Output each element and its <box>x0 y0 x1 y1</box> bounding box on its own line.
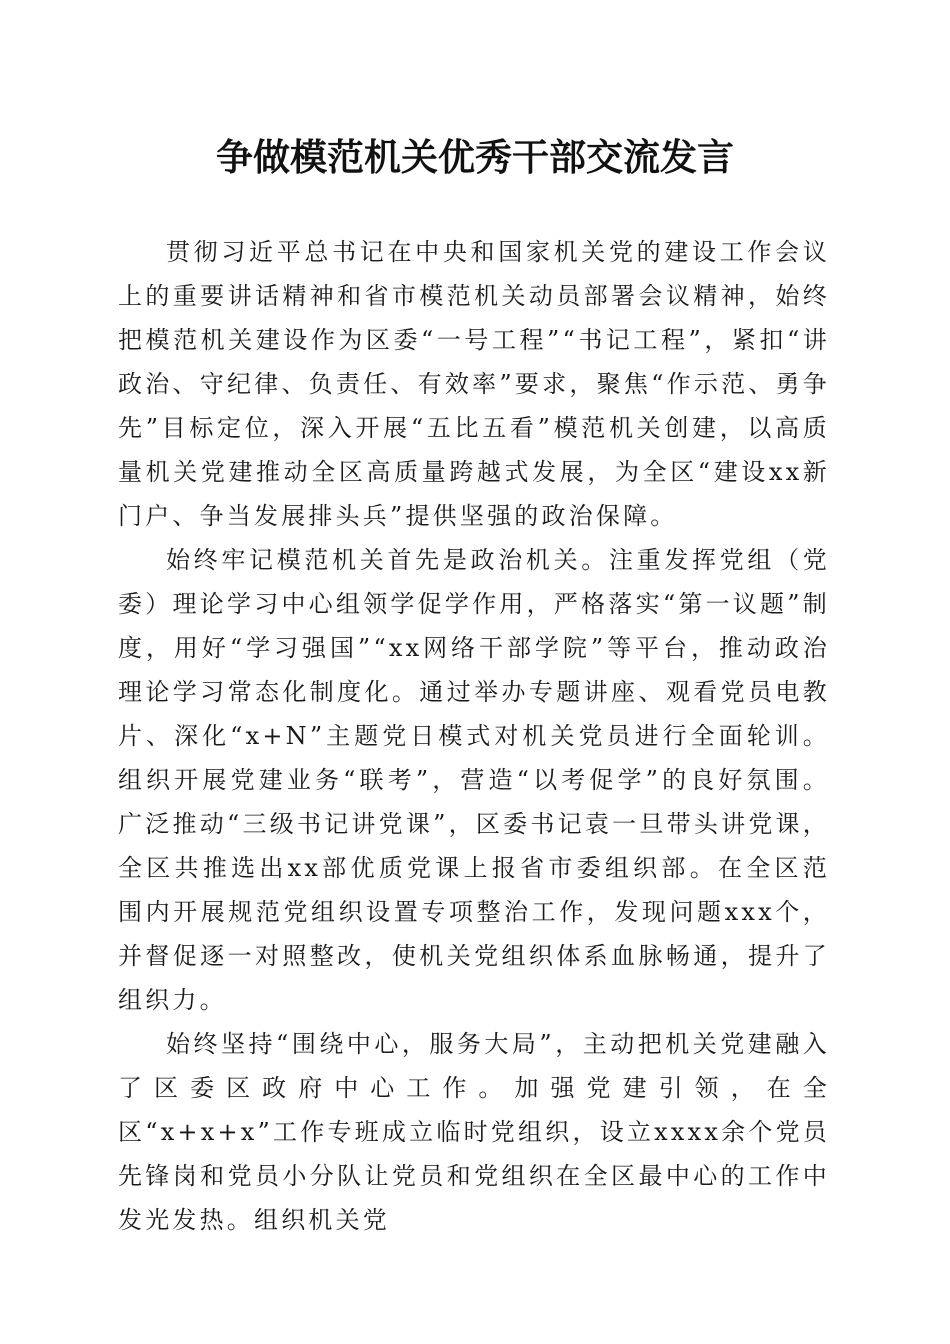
paragraph-3: 始终坚持“围绕中心，服务大局”，主动把机关党建融入了区委区政府中心工作。加强党建引领，在全区“x+x+x”工作专班成立临时党组织，设立xxxx余个党员先锋岗和党员小分队让党员和党组织在全区最中心的工作中发光发热。组织机关党 <box>118 1030 830 1234</box>
paragraph-2: 始终牢记模范机关首先是政治机关。注重发挥党组（党委）理论学习中心组领学促学作用，严格落实“第一议题”制度，用好“学习强国”“xx网络干部学院”等平台，推动政治理论学习常态化制度化。通过举办专题讲座、观看党员电教片、深化“x+N”主题党日模式对机关党员进行全面轮训。组织开展党建业务“联考”，营造“以考促学”的良好氛围。广泛推动“三级书记讲党课”，区委书记袁一旦带头讲党课，全区共推选出xx部优质党课上报省市委组织部。在全区范围内开展规范党组织设置专项整治工作，发现问题xxx个，并督促逐一对照整改，使机关党组织体系血脉畅通，提升了组织力。 <box>118 546 830 1014</box>
document-title: 争做模范机关优秀干部交流发言 <box>216 135 734 179</box>
document-body <box>118 230 830 1242</box>
paragraph-1: 贯彻习近平总书记在中央和国家机关党的建设工作会议上的重要讲话精神和省市模范机关动员部署会议精神，始终把模范机关建设作为区委“一号工程”“书记工程”，紧扣“讲政治、守纪律、负责任、有效率”要求，聚焦“作示范、勇争先”目标定位，深入开展“五比五看”模范机关创建，以高质量机关党建推动全区高质量跨越式发展，为全区“建设xx新门户、争当发展排头兵”提供坚强的政治保障。 <box>118 238 830 530</box>
